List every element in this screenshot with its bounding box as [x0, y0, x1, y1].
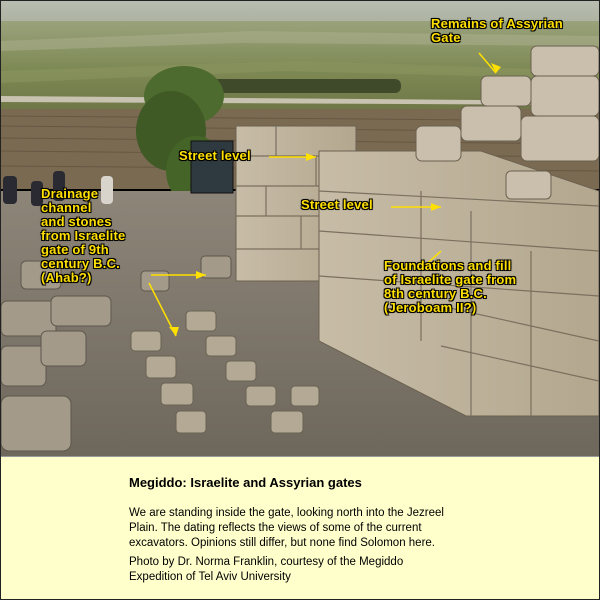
label-drainage: Drainage channel and stones from Israelite gate of 9th century B.C. (Ahab?): [41, 186, 126, 285]
caption-panel: [1, 456, 599, 600]
excavation-photo: [1, 1, 599, 456]
caption-credit: Photo by Dr. Norma Franklin, courtesy of the Megiddo Expedition of Tel Aviv University: [129, 556, 404, 583]
label-assyrian-gate: Remains of Assyrian Gate: [431, 16, 563, 45]
label-street-level-2: Street level: [301, 197, 373, 212]
caption-title: Megiddo: Israelite and Assyrian gates: [129, 475, 362, 490]
label-street-level-1: Street level: [179, 148, 251, 163]
caption-body: We are standing inside the gate, looking north into the Jezreel Plain. The dating reflects the views of some of the current excavators. Opinions still differ, but none find Solomon here.: [129, 507, 444, 549]
label-foundations: Foundations and fill of Israelite gate from 8th century B.C. (Jeroboam II?): [384, 258, 517, 315]
